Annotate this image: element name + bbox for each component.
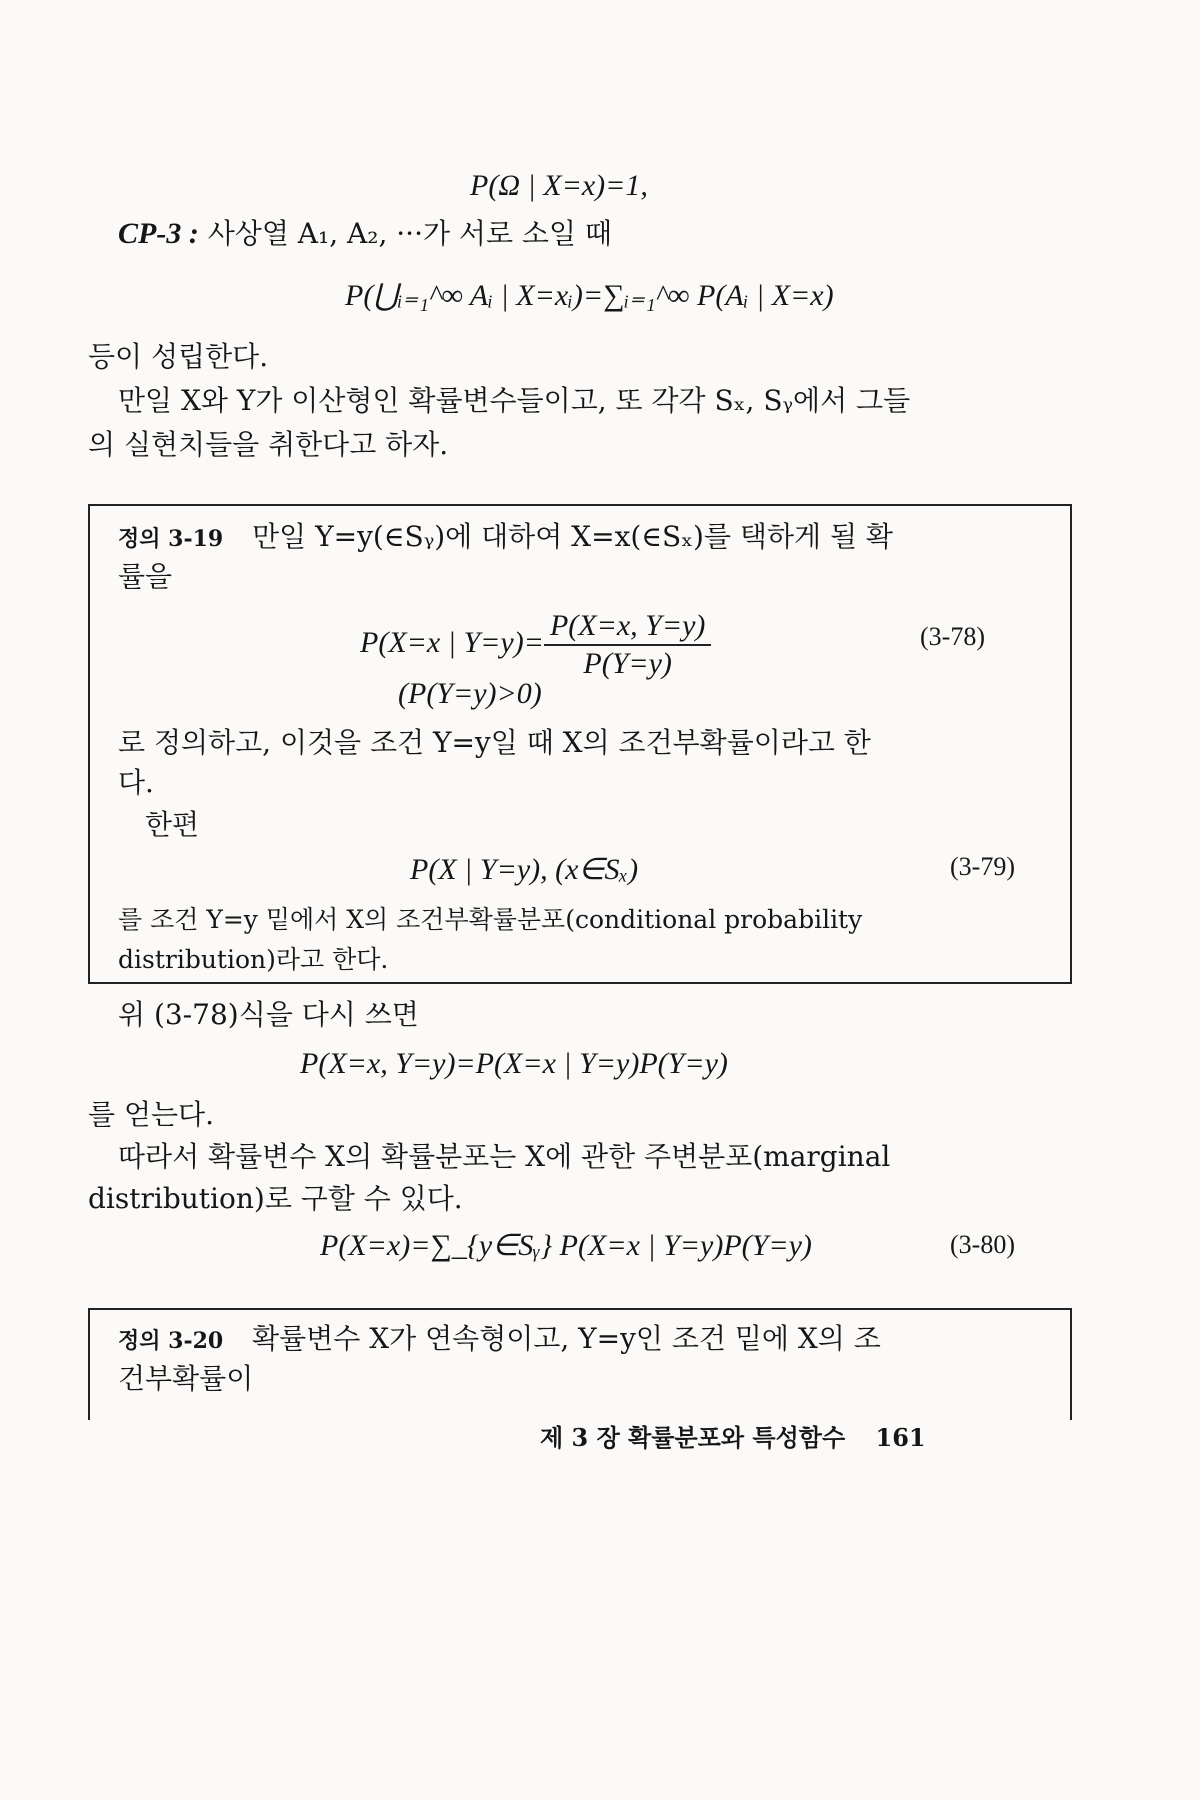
eq-3-79-tag: (3-79) xyxy=(950,852,1015,881)
cp3-label: CP-3 : xyxy=(118,217,199,250)
paragraph-2-line-1: 따라서 확률변수 X의 확률분포는 X에 관한 주변분포(marginal xyxy=(118,1140,891,1173)
equation-3-78 xyxy=(360,608,711,682)
page-number: 161 xyxy=(875,1423,926,1452)
paragraph-2-line-2: distribution)로 구할 수 있다. xyxy=(88,1182,463,1215)
def-3-19-line-6: 를 조건 Y=y 밑에서 X의 조건부확률분포(conditional probability xyxy=(118,905,863,934)
def-3-19-line-1 xyxy=(118,520,893,554)
def-3-19-line-2: 률을 xyxy=(118,560,173,593)
equation-omega: P(Ω | X=x)=1, xyxy=(470,169,648,202)
eq-3-78-fraction xyxy=(544,608,711,682)
def-3-20-label: 정의 3-20 xyxy=(118,1328,224,1354)
paragraph-1-line-1: 만일 X와 Y가 이산형인 확률변수들이고, 또 각각 Sₓ, Sᵧ에서 그들 xyxy=(118,384,911,417)
cp3-text: 사상열 A₁, A₂, ···가 서로 소일 때 xyxy=(207,217,612,250)
equation-3-80: P(X=x)=∑_{y∈Sᵧ} P(X=x | Y=y)P(Y=y) xyxy=(320,1229,812,1262)
def-3-19-line-5: 한편 xyxy=(145,808,200,841)
def-3-20-line-2: 건부확률이 xyxy=(118,1362,254,1395)
def-3-19-line-3: 로 정의하고, 이것을 조건 Y=y일 때 X의 조건부확률이라고 한 xyxy=(118,726,871,759)
cp3-statement xyxy=(118,216,612,252)
equation-3-79: P(X | Y=y), (x∈Sₓ) xyxy=(410,853,639,886)
equation-joint: P(X=x, Y=y)=P(X=x | Y=y)P(Y=y) xyxy=(300,1047,728,1080)
def-3-19-line-7: distribution)라고 한다. xyxy=(118,945,389,974)
running-footer xyxy=(540,1424,926,1453)
def-3-19-text: 만일 Y=y(∈Sᵧ)에 대하여 X=x(∈Sₓ)를 택하게 될 확 xyxy=(252,520,893,553)
equation-union: P(⋃ᵢ₌₁^∞ Aᵢ | X=xᵢ)=∑ᵢ₌₁^∞ P(Aᵢ | X=x) xyxy=(345,279,834,312)
eq-3-78-tag: (3-78) xyxy=(920,622,985,651)
chapter-title: 제 3 장 확률분포와 특성함수 xyxy=(540,1423,846,1452)
holds-text: 등이 성립한다. xyxy=(88,340,269,373)
obtain-text: 를 얻는다. xyxy=(88,1098,214,1131)
eq-3-80-tag: (3-80) xyxy=(950,1230,1015,1259)
rewrite-text: 위 (3-78)식을 다시 쓰면 xyxy=(118,998,419,1031)
def-3-19-line-4: 다. xyxy=(118,766,154,799)
eq-3-78-numerator: P(X=x, Y=y) xyxy=(544,608,711,646)
eq-3-78-condition: (P(Y=y)>0) xyxy=(398,677,542,710)
def-3-20-line-1 xyxy=(118,1322,881,1356)
def-3-19-label: 정의 3-19 xyxy=(118,526,224,552)
def-3-20-text: 확률변수 X가 연속형이고, Y=y인 조건 밑에 X의 조 xyxy=(252,1322,881,1355)
paragraph-1-line-2: 의 실현치들을 취한다고 하자. xyxy=(88,428,449,461)
eq-3-78-denominator: P(Y=y) xyxy=(583,647,672,680)
eq-3-78-lhs: P(X=x | Y=y)= xyxy=(360,625,544,659)
